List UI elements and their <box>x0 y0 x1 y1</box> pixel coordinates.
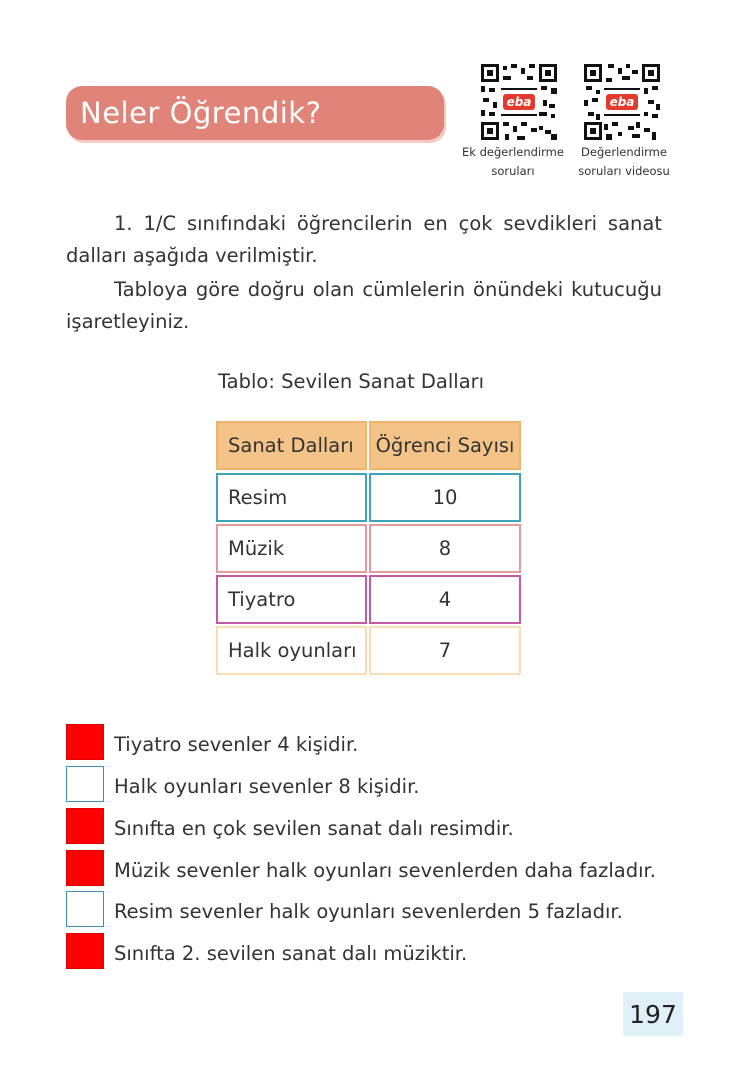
question-line-2: dalları aşağıda verilmiştir. <box>66 244 318 267</box>
table-cell-count: 7 <box>369 626 521 675</box>
statement-text: Sınıfta 2. sevilen sanat dalı müziktir. <box>114 942 468 965</box>
title-banner <box>66 86 444 140</box>
table-header-art: Sanat Dalları <box>216 421 367 470</box>
eba-badge-1: eba <box>506 95 532 109</box>
table-cell-count: 8 <box>369 524 521 573</box>
eba-badge-2: eba <box>609 95 635 109</box>
qr-caption-line: soruları <box>491 164 535 178</box>
table-cell-name: Resim <box>216 473 367 522</box>
qr-caption-line: Değerlendirme <box>581 145 667 159</box>
statement-checkbox[interactable] <box>66 891 104 927</box>
table-cell-name: Tiyatro <box>216 575 367 624</box>
statement-text: Sınıfta en çok sevilen sanat dalı resimdir. <box>114 817 514 840</box>
statement-checkbox[interactable] <box>66 933 104 969</box>
qr-code-extra-questions[interactable] <box>481 64 557 140</box>
qr-caption-questions-video <box>572 143 676 181</box>
statement-checkbox[interactable] <box>66 850 104 886</box>
statement-checkbox[interactable] <box>66 766 104 802</box>
qr-code-questions-video[interactable] <box>584 64 660 140</box>
question-line-4: işaretleyiniz. <box>66 310 190 333</box>
statement-text: Resim sevenler halk oyunları sevenlerden 5 fazladır. <box>114 900 623 923</box>
statement-checkbox[interactable] <box>66 724 104 760</box>
statement-checkbox[interactable] <box>66 808 104 844</box>
question-line-3: Tabloya göre doğru olan cümlelerin önündeki kutucuğu <box>114 278 662 301</box>
table-caption: Tablo: Sevilen Sanat Dalları <box>218 370 485 393</box>
table-header-count: Öğrenci Sayısı <box>369 421 521 470</box>
page-title: Neler Öğrendik? <box>80 96 322 130</box>
qr-caption-extra-questions <box>457 143 569 181</box>
qr-caption-line: Ek değerlendirme <box>462 145 564 159</box>
statement-text: Halk oyunları sevenler 8 kişidir. <box>114 775 420 798</box>
statement-text: Müzik sevenler halk oyunları sevenlerden daha fazladır. <box>114 859 656 882</box>
question-line-1: 1. 1/C sınıfındaki öğrencilerin en çok sevdikleri sanat <box>114 212 662 235</box>
table-cell-count: 4 <box>369 575 521 624</box>
statement-text: Tiyatro sevenler 4 kişidir. <box>114 733 359 756</box>
page-number: 197 <box>623 992 683 1036</box>
qr-caption-line: soruları videosu <box>578 164 670 178</box>
table-cell-name: Halk oyunları <box>216 626 367 675</box>
table-cell-count: 10 <box>369 473 521 522</box>
table-cell-name: Müzik <box>216 524 367 573</box>
